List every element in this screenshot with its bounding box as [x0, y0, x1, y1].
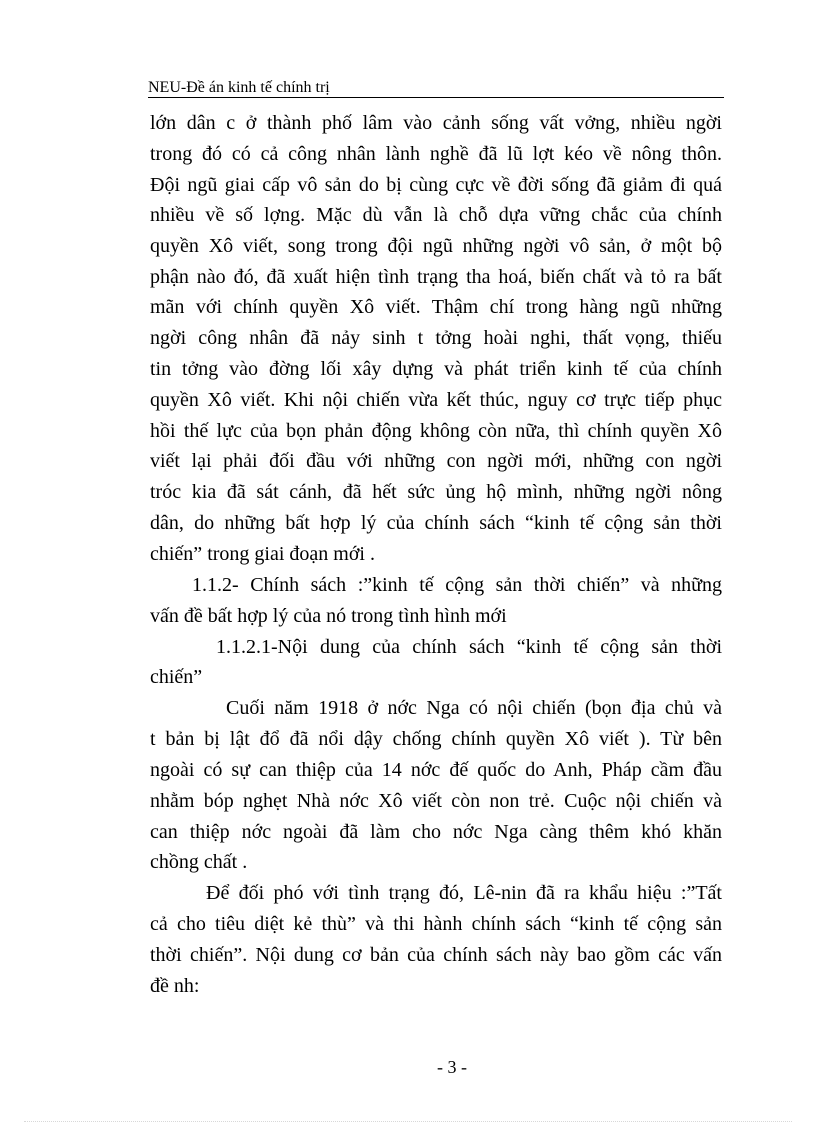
- text-line: ngoài có sự can thiệp của 14 nớc đế quốc do Anh, Pháp cầm đầu: [150, 759, 722, 781]
- running-header: NEU-Đề án kinh tế chính trị: [148, 79, 330, 96]
- text-line: quyền Xô viết. Khi nội chiến vừa kết thúc, nguy cơ trực tiếp phục: [150, 389, 722, 411]
- text-line: quyền Xô viết, song trong đội ngũ những ngời vô sản, ở một bộ: [150, 235, 722, 257]
- text-line: cả cho tiêu diệt kẻ thù” và thi hành chính sách “kinh tế cộng sản: [150, 913, 722, 935]
- text-line: ngời công nhân đã nảy sinh t tởng hoài nghi, thất vọng, thiếu: [150, 327, 722, 349]
- text-line: viết lại phải đối đầu với những con ngời mới, những con ngời: [150, 450, 722, 472]
- text-line: can thiệp nớc ngoài đã làm cho nớc Nga càng thêm khó khăn: [150, 821, 722, 843]
- section-heading-1-1-2-1: 1.1.2.1-Nội dung của chính sách “kinh tế cộng sản thời: [216, 636, 722, 658]
- page-number: - 3 -: [437, 1057, 467, 1077]
- text-line: trong đó có cả công nhân lành nghề đã lũ lợt kéo về nông thôn.: [150, 143, 722, 165]
- text-line: chiến” trong giai đoạn mới .: [150, 543, 375, 565]
- text-line: Cuối năm 1918 ở nớc Nga có nội chiến (bọn địa chủ và: [226, 697, 722, 719]
- text-line: tin tởng vào đờng lối xây dựng và phát triển kinh tế của chính: [150, 358, 722, 380]
- section-heading-1-1-2-1-cont: chiến”: [150, 666, 203, 688]
- header-rule: [148, 97, 724, 98]
- text-line: chồng chất .: [150, 851, 248, 873]
- page-bottom-edge: [24, 1121, 792, 1122]
- text-line: đề nh:: [150, 975, 200, 997]
- text-line: thời chiến”. Nội dung cơ bản của chính sách này bao gồm các vấn: [150, 944, 722, 966]
- text-line: Đội ngũ giai cấp vô sản do bị cùng cực về đời sống đã giảm đi quá: [150, 174, 722, 196]
- text-line: dân, do những bất hợp lý của chính sách “kinh tế cộng sản thời: [150, 512, 722, 534]
- text-line: t bản bị lật đổ đã nổi dậy chống chính quyền Xô viết ). Từ bên: [150, 728, 722, 750]
- section-heading-1-1-2: 1.1.2- Chính sách :”kinh tế cộng sản thời chiến” và những: [192, 574, 722, 596]
- text-line: phận nào đó, đã xuất hiện tình trạng tha hoá, biến chất và tỏ ra bất: [150, 266, 722, 288]
- text-line: hồi thế lực của bọn phản động không còn nữa, thì chính quyền Xô: [150, 420, 722, 442]
- text-line: lớn dân c ở thành phố lâm vào cảnh sống vất vởng, nhiều ngời: [150, 112, 722, 134]
- text-line: mãn với chính quyền Xô viết. Thậm chí trong hàng ngũ những: [150, 296, 722, 318]
- text-line: nhiều về số lợng. Mặc dù vẫn là chỗ dựa vững chắc của chính: [150, 204, 722, 226]
- text-line: Để đối phó với tình trạng đó, Lê-nin đã ra khẩu hiệu :”Tất: [206, 882, 722, 904]
- text-line: tróc kia đã sát cánh, đã hết sức ủng hộ mình, những ngời nông: [150, 481, 722, 503]
- text-line: nhằm bóp nghẹt Nhà nớc Xô viết còn non trẻ. Cuộc nội chiến và: [150, 790, 722, 812]
- section-heading-1-1-2-cont: vấn đề bất hợp lý của nó trong tình hình mới: [150, 605, 507, 627]
